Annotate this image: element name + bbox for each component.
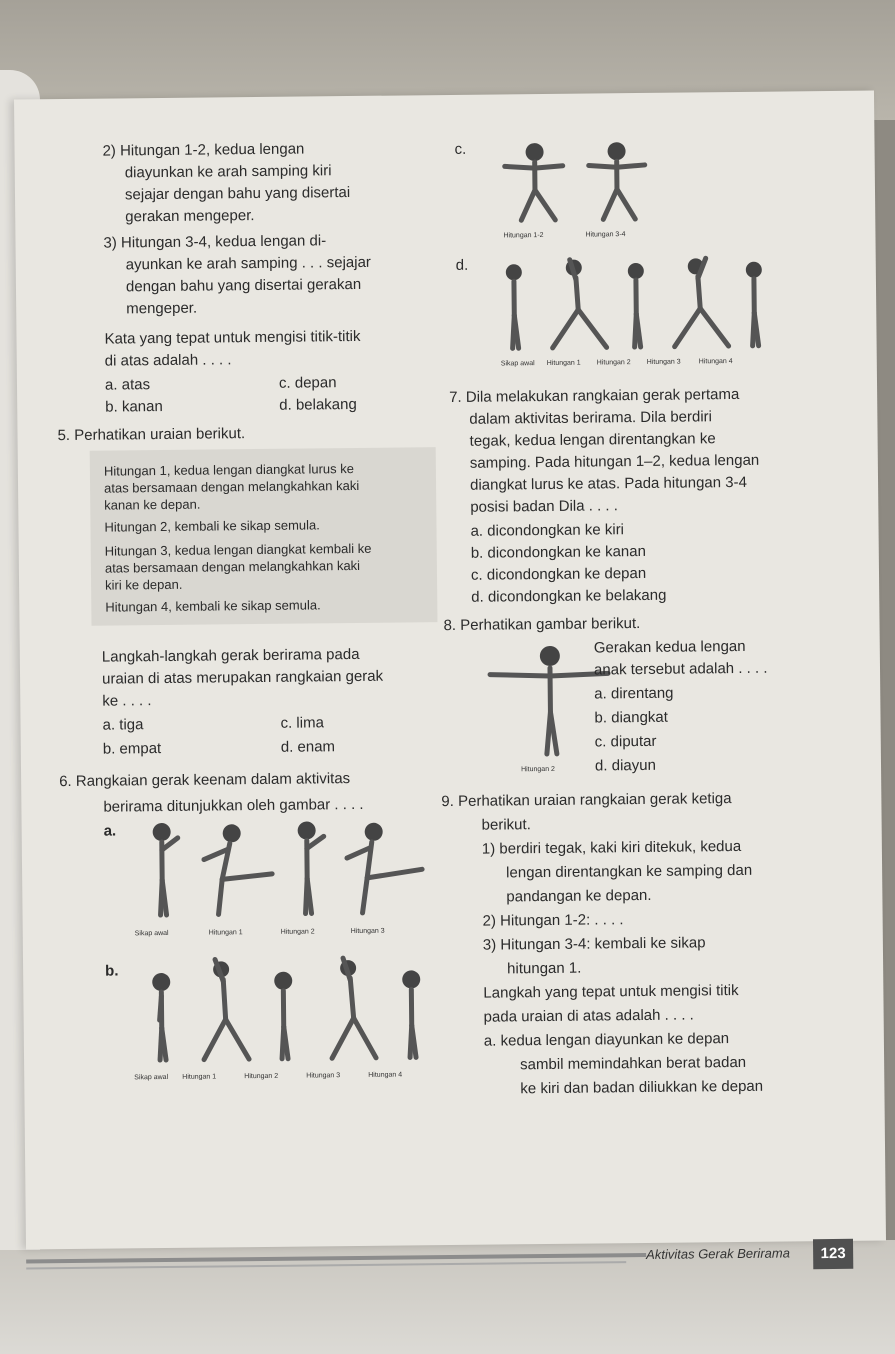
q6-label-d: d.	[455, 256, 469, 274]
q4-item3-line1: 3) Hitungan 3-4, kedua lengan di-	[103, 232, 327, 252]
q8-option-c: c. diputar	[594, 732, 657, 751]
q4-item3-line3: dengan bahu yang disertai gerakan	[125, 275, 362, 296]
q4-prompt-line1: Kata yang tepat untuk mengisi titik-titik	[104, 327, 361, 348]
fig-d-caption: Hitungan 1	[546, 359, 581, 367]
q9-line: Langkah yang tepat untuk mengisi titik	[483, 981, 739, 1002]
q7-line: posisi badan Dila . . . .	[470, 497, 618, 516]
q8-caption: Hitungan 2	[521, 765, 555, 774]
q5-box-line: Hitungan 4, kembali ke sikap semula.	[105, 597, 321, 615]
q7-line: samping. Pada hitungan 1–2, kedua lengan	[469, 451, 760, 472]
q9-line: 1) berdiri tegak, kaki kiri ditekuk, kedua	[481, 837, 742, 858]
q9-line: berikut.	[481, 816, 531, 834]
q5-question-line3: ke . . . .	[102, 692, 152, 710]
q9-line: 3) Hitungan 3-4: kembali ke sikap	[482, 934, 706, 954]
q8-option-a: a. direntang	[594, 684, 674, 703]
q7-line: dalam aktivitas berirama. Dila berdiri	[469, 408, 713, 428]
q4-option-c: c. depan	[278, 374, 337, 392]
q5-box-line: kanan ke depan.	[104, 496, 201, 513]
q8-option-b: b. diangkat	[594, 708, 668, 727]
q7-option-c: c. dicondongkan ke depan	[470, 564, 647, 584]
q4-item2-line3: sejajar dengan bahu yang disertai	[124, 184, 351, 204]
q5-box-line: Hitungan 1, kedua lengan diangkat lurus ke	[103, 460, 355, 479]
q6-title-line1: 6. Rangkaian gerak keenam dalam aktivitas	[59, 770, 351, 791]
q5-title: 5. Perhatikan uraian berikut.	[57, 425, 246, 445]
q4-item3-line2: ayunkan ke arah samping . . . sejajar	[125, 253, 371, 274]
q5-box-line: Hitungan 2, kembali ke sikap semula.	[104, 517, 320, 535]
q9-line: pada uraian di atas adalah . . . .	[483, 1006, 694, 1026]
page-number: 123	[813, 1239, 853, 1269]
fig-a-caption: Hitungan 2	[280, 928, 315, 936]
q4-item2-line1: 2) Hitungan 1-2, kedua lengan	[102, 140, 305, 160]
footer-title: Aktivitas Gerak Berirama	[646, 1245, 790, 1262]
q9-option-a-line2: sambil memindahkan berat badan	[520, 1053, 747, 1074]
q9-line: pandangan ke depan.	[506, 886, 652, 906]
q4-item2-line2: diayunkan ke arah samping kiri	[124, 162, 332, 182]
q5-box-line: Hitungan 3, kedua lengan diangkat kembali ke	[104, 540, 372, 559]
fig-a-caption: Hitungan 1	[208, 929, 243, 937]
fig-d-caption: Hitungan 2	[596, 359, 631, 367]
q5-option-c: c. lima	[280, 714, 324, 732]
figure-c-arm-swing	[484, 139, 655, 231]
fig-b-caption: Hitungan 4	[368, 1071, 403, 1079]
q4-option-a: a. atas	[104, 376, 151, 394]
q8-question-line1: Gerakan kedua lengan	[593, 637, 746, 657]
q5-option-d: d. enam	[280, 738, 336, 756]
q5-option-a: a. tiga	[102, 716, 144, 734]
q9-line: lengan direntangkan ke samping dan	[506, 861, 753, 882]
fig-a-caption: Sikap awal	[134, 929, 169, 938]
q4-option-b: b. kanan	[105, 397, 163, 416]
q5-box-line: atas bersamaan dengan melangkahkan kaki	[104, 557, 361, 576]
q4-item2-line4: gerakan mengeper.	[125, 207, 255, 226]
q7-option-a: a. dicondongkan ke kiri	[470, 521, 625, 540]
q4-item3-line4: mengeper.	[126, 299, 198, 318]
fig-c-caption: Hitungan 3-4	[585, 231, 626, 239]
fig-b-caption: Sikap awal	[134, 1073, 169, 1082]
fig-d-caption: Hitungan 4	[698, 358, 733, 366]
q6-label-a: a.	[103, 822, 117, 840]
q6-title-line2: berirama ditunjukkan oleh gambar . . . .	[103, 795, 364, 816]
fig-b-caption: Hitungan 3	[306, 1072, 341, 1080]
q7-line: diangkat lurus ke atas. Pada hitungan 3-4	[469, 473, 747, 494]
q9-line: 2) Hitungan 1-2: . . . .	[482, 911, 624, 930]
q7-line: tegak, kedua lengan direntangkan ke	[469, 430, 716, 450]
fig-b-caption: Hitungan 1	[182, 1073, 217, 1081]
figure-d-lunge-sequence	[496, 258, 777, 357]
q8-title: 8. Perhatikan gambar berikut.	[443, 615, 641, 635]
q4-prompt-line2: di atas adalah . . . .	[104, 351, 232, 370]
q8-option-d: d. diayun	[594, 756, 656, 775]
figure-a-kick-sequence	[142, 817, 443, 930]
q5-question-line1: Langkah-langkah gerak berirama pada	[101, 645, 360, 666]
q8-question-line2: anak tersebut adalah . . . .	[593, 659, 768, 679]
q6-label-c: c.	[454, 140, 467, 158]
fig-d-caption: Sikap awal	[500, 360, 535, 368]
fig-a-caption: Hitungan 3	[350, 927, 385, 936]
book-page	[14, 91, 886, 1263]
q6-label-b: b.	[105, 962, 119, 980]
q7-option-d: d. dicondongkan ke belakang	[471, 586, 667, 606]
q5-question-line2: uraian di atas merupakan rangkaian gerak	[101, 667, 384, 688]
q5-box-line: atas bersamaan dengan melangkahkan kaki	[103, 477, 360, 496]
figure-b-arms-up-sequence	[143, 957, 444, 1070]
fig-b-caption: Hitungan 2	[244, 1072, 279, 1081]
fig-d-caption: Hitungan 3	[646, 358, 681, 366]
q7-line: 7. Dila melakukan rangkaian gerak pertama	[449, 385, 740, 406]
q5-box-line: kiri ke depan.	[105, 576, 183, 593]
q9-line: hitungan 1.	[507, 959, 582, 978]
q9-line: 9. Perhatikan uraian rangkaian gerak ketiga	[441, 790, 732, 811]
q7-option-b: b. dicondongkan ke kanan	[470, 542, 646, 562]
q4-option-d: d. belakang	[279, 395, 357, 414]
q5-option-b: b. empat	[102, 740, 162, 758]
q9-option-a-line1: a. kedua lengan diayunkan ke depan	[483, 1030, 730, 1050]
q9-option-a-line3: ke kiri dan badan diliukkan ke depan	[520, 1077, 764, 1098]
figure-q8-arms-spread	[480, 641, 611, 762]
fig-c-caption: Hitungan 1-2	[503, 231, 544, 240]
